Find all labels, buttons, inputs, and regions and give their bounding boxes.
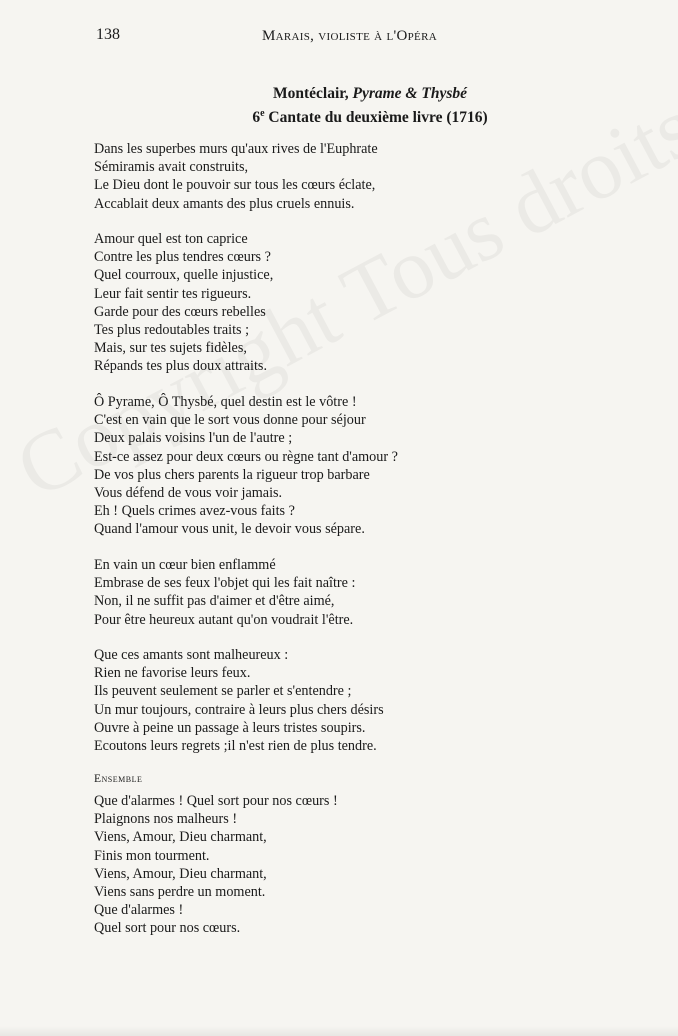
- verse-line: Vous défend de vous voir jamais.: [94, 485, 283, 502]
- title-line-2: [60, 104, 678, 128]
- verse-line: Dans les superbes murs qu'aux rives de l'Euphrate: [94, 141, 378, 157]
- verse-line: Plaignons nos malheurs !: [94, 811, 238, 828]
- verse-line: Deux palais voisins l'un de l'autre ;: [94, 430, 293, 447]
- verse-line: Rien ne favorise leurs feux.: [94, 665, 251, 682]
- title-author: Montéclair,: [272, 85, 353, 102]
- verse-line: Que d'alarmes ! Quel sort pour nos cœurs !: [94, 793, 338, 809]
- ensemble-stanza: [94, 792, 338, 938]
- verse-line: Garde pour des cœurs rebelles: [94, 303, 266, 320]
- title-number: 6: [252, 109, 261, 127]
- verse-line: Amour quel est ton caprice: [94, 231, 248, 247]
- stanza-1: [94, 140, 378, 213]
- title-work: Pyrame & Thysbé: [352, 85, 467, 102]
- verse-line: Quand l'amour vous unit, le devoir vous sépare.: [94, 521, 365, 538]
- stanza-4: [94, 556, 355, 629]
- title-superscript: e: [260, 108, 265, 119]
- verse-line: Tes plus redoutables traits ;: [94, 322, 250, 339]
- verse-line: Pour être heureux autant qu'on voudrait l'être.: [94, 611, 354, 628]
- verse-line: Embrase de ses feux l'objet qui les fait naître :: [94, 575, 356, 592]
- ensemble-label: Ensemble: [94, 773, 143, 785]
- stanza-5: [94, 646, 384, 755]
- stanza-3: [94, 393, 398, 539]
- verse-line: Viens, Amour, Dieu charmant,: [94, 829, 267, 846]
- verse-line: Quel sort pour nos cœurs.: [94, 920, 241, 937]
- verse-line: C'est en vain que le sort vous donne pour séjour: [94, 412, 366, 429]
- verse-line: Contre les plus tendres cœurs ?: [94, 249, 271, 266]
- verse-line: En vain un cœur bien enflammé: [94, 557, 276, 573]
- verse-line: Mais, sur tes sujets fidèles,: [94, 340, 247, 357]
- verse-line: Ils peuvent seulement se parler et s'entendre ;: [94, 683, 352, 700]
- verse-line: Ouvre à peine un passage à leurs tristes soupirs.: [94, 719, 366, 736]
- verse-line: Est-ce assez pour deux cœurs ou règne tant d'amour ?: [94, 448, 398, 465]
- verse-line: Sémiramis avait construits,: [94, 159, 249, 176]
- verse-line: Répands tes plus doux attraits.: [94, 358, 267, 375]
- running-head: Marais, violiste à l'Opéra: [262, 28, 437, 44]
- page-number: 138: [96, 26, 120, 43]
- verse-line: Un mur toujours, contraire à leurs plus chers désirs: [94, 701, 384, 718]
- verse-line: Non, il ne suffit pas d'aimer et d'être aimé,: [94, 593, 335, 610]
- stanza-2: [94, 230, 273, 376]
- verse-line: Eh ! Quels crimes avez-vous faits ?: [94, 503, 295, 520]
- verse-line: Leur fait sentir tes rigueurs.: [94, 285, 252, 302]
- verse-line: De vos plus chers parents la rigueur trop barbare: [94, 466, 370, 483]
- verse-line: Que d'alarmes !: [94, 902, 184, 919]
- title-line-1: [60, 84, 678, 104]
- verse-line: Viens, Amour, Dieu charmant,: [94, 865, 267, 882]
- verse-line: Accablait deux amants des plus cruels ennuis.: [94, 195, 355, 212]
- cantata-title: [60, 84, 678, 128]
- verse-line: Ô Pyrame, Ô Thysbé, quel destin est le vôtre !: [94, 394, 357, 410]
- title-subtitle: Cantate du deuxième livre (1716): [264, 109, 488, 127]
- verse-line: Le Dieu dont le pouvoir sur tous les cœurs éclate,: [94, 177, 376, 194]
- verse-line: Quel courroux, quelle injustice,: [94, 267, 274, 284]
- verse-line: Que ces amants sont malheureux :: [94, 647, 289, 663]
- verse-line: Ecoutons leurs regrets ;il n'est rien de plus tendre.: [94, 738, 377, 755]
- page-edge-shadow: [0, 1026, 678, 1036]
- verse-line: Viens sans perdre un moment.: [94, 884, 266, 901]
- verse-line: Finis mon tourment.: [94, 847, 210, 864]
